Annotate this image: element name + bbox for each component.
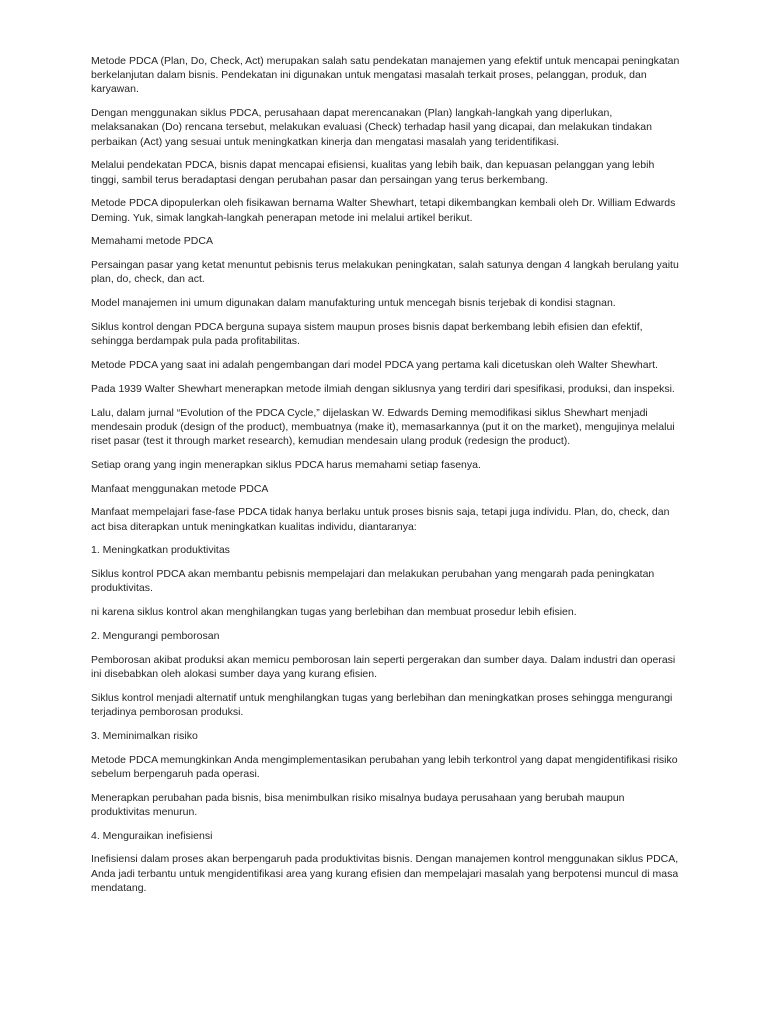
pdca-origin-paragraph: Metode PDCA dipopulerkan oleh fisikawan bernama Walter Shewhart, tetapi dikembangkan kembali oleh Dr. William Edwards Deming. Yuk, simak langkah-langkah penerapan metode ini melalui artikel berikut. (91, 197, 676, 224)
control-cycle-paragraph: Siklus kontrol dengan PDCA berguna supaya sistem maupun proses bisnis dapat berkembang lebih efisien dan efektif, sehingga berdampak pula pada profitabilitas. (91, 321, 643, 348)
risk-paragraph: Metode PDCA memungkinkan Anda mengimplementasikan perubahan yang lebih terkontrol yang dapat mengidentifikasi risiko sebelum berpengaruh pada operasi. (91, 753, 678, 780)
competition-paragraph: Persaingan pasar yang ketat menuntut pebisnis terus melakukan peningkatan, salah satunya dengan 4 langkah berulang yaitu plan, do, check, dan act. (91, 259, 679, 286)
benefit-heading-3: 3. Meminimalkan risiko (91, 729, 198, 742)
deming-journal-paragraph: Lalu, dalam jurnal “Evolution of the PDCA Cycle,” dijelaskan W. Edwards Deming memodifikasi siklus Shewhart menjadi mendesain produk (design of the product), membuatnya (make it), memasarkannya (put it on the market), mengujinya melalui riset pasar (test it through market research), kemudian mendesain ulang produk (redesign the product). (91, 406, 675, 447)
risk-change-paragraph: Menerapkan perubahan pada bisnis, bisa menimbulkan risiko misalnya budaya perusahaan yang berubah maupun produktivitas menurun. (91, 791, 625, 818)
pdca-benefit-paragraph: Melalui pendekatan PDCA, bisnis dapat mencapai efisiensi, kualitas yang lebih baik, dan kepuasan pelanggan yang lebih tinggi, sambil terus beradaptasi dengan perubahan pasar dan persaingan yang terus berkembang. (91, 159, 655, 186)
article-body (91, 54, 681, 895)
shewhart-1939-paragraph: Pada 1939 Walter Shewhart menerapkan metode ilmiah dengan siklusnya yang terdiri dari spesifikasi, produksi, dan inspeksi. (91, 382, 675, 395)
phases-paragraph: Setiap orang yang ingin menerapkan siklus PDCA harus memahami setiap fasenya. (91, 458, 481, 471)
benefit-heading-1: 1. Meningkatkan produktivitas (91, 544, 230, 557)
intro-paragraph: Metode PDCA (Plan, Do, Check, Act) merupakan salah satu pendekatan manajemen yang efektif untuk mencapai peningkatan berkelanjutan dalam bisnis. Pendekatan ini digunakan untuk mengatasi masalah terkait proses, pelanggan, produk, dan karyawan. (91, 55, 680, 96)
manufacturing-paragraph: Model manajemen ini umum digunakan dalam manufakturing untuk mencegah bisnis terjebak di kondisi stagnan. (91, 297, 616, 310)
benefit-heading-4: 4. Menguraikan inefisiensi (91, 829, 213, 842)
waste-control-paragraph: Siklus kontrol menjadi alternatif untuk menghilangkan tugas yang berlebihan dan meningkatkan proses sehingga mengurangi terjadinya pemborosan produksi. (91, 691, 673, 718)
inefficiency-paragraph: Inefisiensi dalam proses akan berpengaruh pada produktivitas bisnis. Dengan manajemen kontrol menggunakan siklus PDCA, Anda jadi terbantu untuk mengidentifikasi area yang kurang efisien dan mempelajari masalah yang berpotensi muncul di masa mendatang. (91, 853, 679, 894)
pdca-cycle-paragraph: Dengan menggunakan siklus PDCA, perusahaan dapat merencanakan (Plan) langkah-langkah yang diperlukan, melaksanakan (Do) rencana tersebut, melakukan evaluasi (Check) terhadap hasil yang dicapai, dan melakukan tindakan perbaikan (Act) yang sesuai untuk meningkatkan kinerja dan mengatasi masalah yang teridentifikasi. (91, 107, 652, 148)
section-heading-benefits: Manfaat menggunakan metode PDCA (91, 482, 269, 495)
benefit-heading-2: 2. Mengurangi pemborosan (91, 629, 220, 642)
development-paragraph: Metode PDCA yang saat ini adalah pengembangan dari model PDCA yang pertama kali dicetuskan oleh Walter Shewhart. (91, 359, 658, 371)
waste-paragraph: Pemborosan akibat produksi akan memicu pemborosan lain seperti pergerakan dan sumber daya. Dalam industri dan operasi ini disebabkan oleh alokasi sumber daya yang kurang efisien. (91, 653, 676, 680)
benefits-intro-paragraph: Manfaat mempelajari fase-fase PDCA tidak hanya berlaku untuk proses bisnis saja, tetapi juga individu. Plan, do, check, dan act bisa diterapkan untuk meningkatkan kualitas individu, diantaranya: (91, 506, 670, 533)
section-heading-understanding: Memahami metode PDCA (91, 235, 213, 248)
productivity-paragraph: Siklus kontrol PDCA akan membantu pebisnis mempelajari dan melakukan perubahan yang mengarah pada peningkatan produktivitas. (91, 568, 655, 595)
efficiency-paragraph: ni karena siklus kontrol akan menghilangkan tugas yang berlebihan dan membuat prosedur lebih efisien. (91, 606, 577, 619)
